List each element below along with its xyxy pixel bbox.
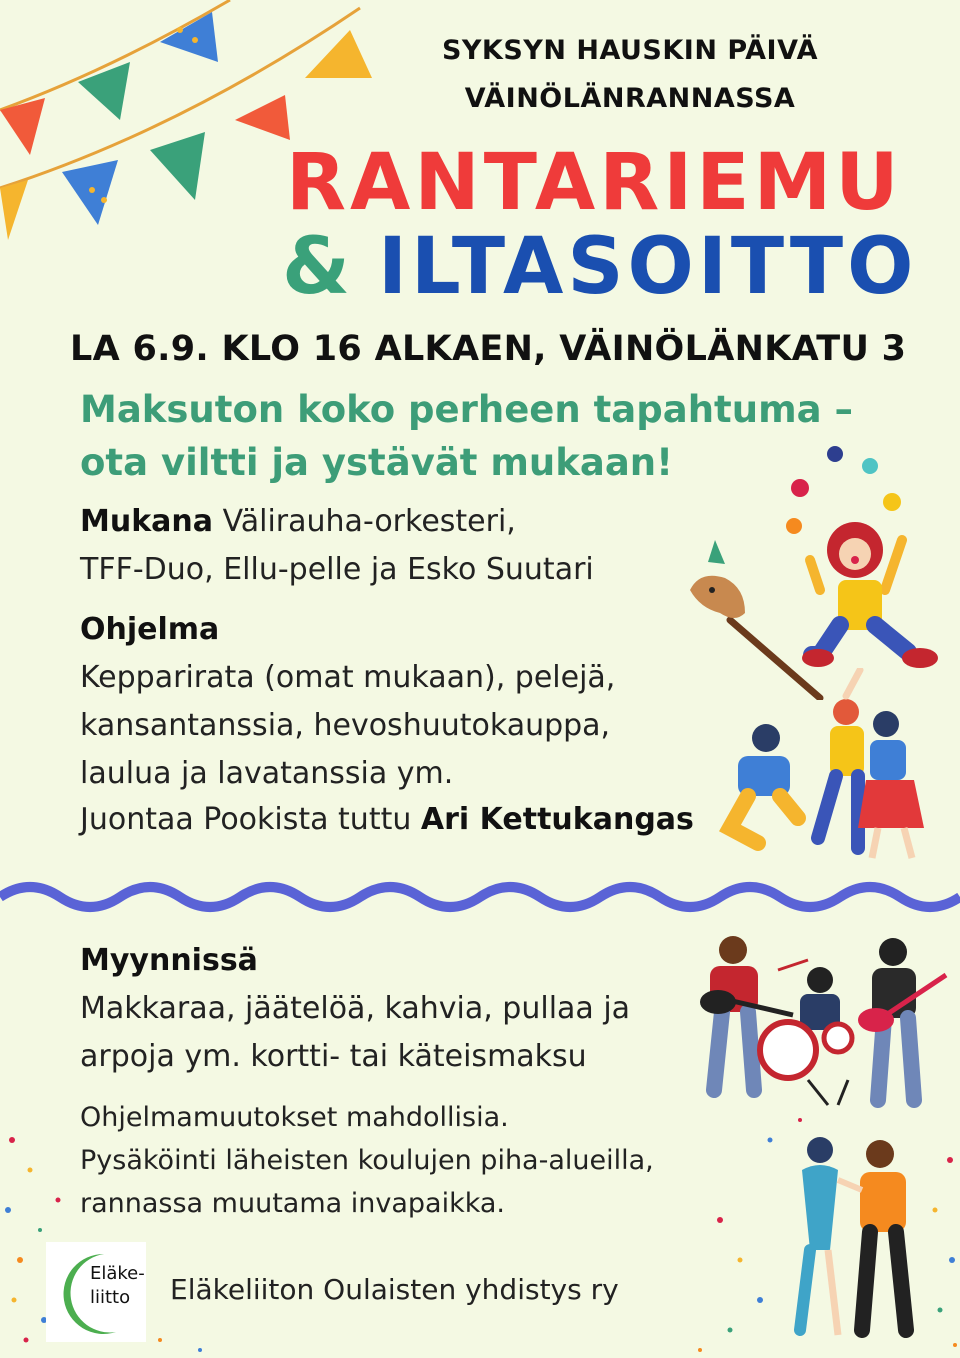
notes-line-3: rannassa muutama invapaikka. [80, 1188, 506, 1219]
title-line-2 [282, 222, 917, 312]
title-ampersand: & [282, 222, 355, 312]
mukana-line-1 [80, 498, 516, 546]
dancing-people-illustration [718, 668, 948, 868]
ohjelma-line-2: kansantanssia, hevoshuutokauppa, [80, 708, 611, 743]
elakeliitto-logo [46, 1242, 146, 1342]
organization-name: Eläkeliiton Oulaisten yhdistys ry [170, 1273, 619, 1306]
tagline-line-1: Maksuton koko perheen tapahtuma – [80, 388, 853, 431]
title-rantariemu: RANTARIEMU [286, 138, 903, 228]
myynnissa-line-2: arpoja ym. kortti- tai käteismaksu [80, 1039, 587, 1074]
kicker-line-1: SYKSYN HAUSKIN PÄIVÄ [441, 35, 819, 66]
date-location-line: LA 6.9. KLO 16 ALKAEN, VÄINÖLÄNKATU 3 [70, 329, 907, 369]
title-iltasoitto: ILTASOITTO [378, 222, 918, 312]
logo-text-line-2: liitto [90, 1287, 131, 1308]
ohjelma-line-3: laulua ja lavatanssia ym. [80, 756, 454, 791]
ohjelma-line-4 [80, 796, 694, 844]
notes-line-2: Pysäköinti läheisten koulujen piha-alueilla, [80, 1145, 654, 1176]
notes-line-1: Ohjelmamuutokset mahdollisia. [80, 1102, 509, 1133]
mukana-text-1: Välirauha-orkesteri, [222, 504, 516, 539]
wave-divider [0, 872, 960, 922]
logo-text [90, 1262, 145, 1310]
kicker-line-2: VÄINÖLÄNRANNASSA [464, 83, 796, 114]
band-illustration [688, 930, 950, 1110]
ohjelma-host-prefix: Juontaa Pookista tuttu [80, 802, 412, 837]
myynnissa-heading: Myynnissä [80, 943, 258, 978]
ohjelma-heading: Ohjelma [80, 612, 220, 647]
logo-text-line-1: Eläke- [90, 1263, 145, 1284]
ohjelma-line-1: Kepparirata (omat mukaan), pelejä, [80, 660, 616, 695]
ohjelma-host-name: Ari Kettukangas [420, 802, 694, 837]
mukana-heading: Mukana [80, 504, 214, 539]
juggling-clown-illustration [670, 440, 950, 700]
myynnissa-line-1: Makkaraa, jäätelöä, kahvia, pullaa ja [80, 991, 631, 1026]
tagline-line-2: ota viltti ja ystävät mukaan! [80, 441, 674, 484]
mukana-text-2: TFF-Duo, Ellu-pelle ja Esko Suutari [80, 552, 594, 587]
